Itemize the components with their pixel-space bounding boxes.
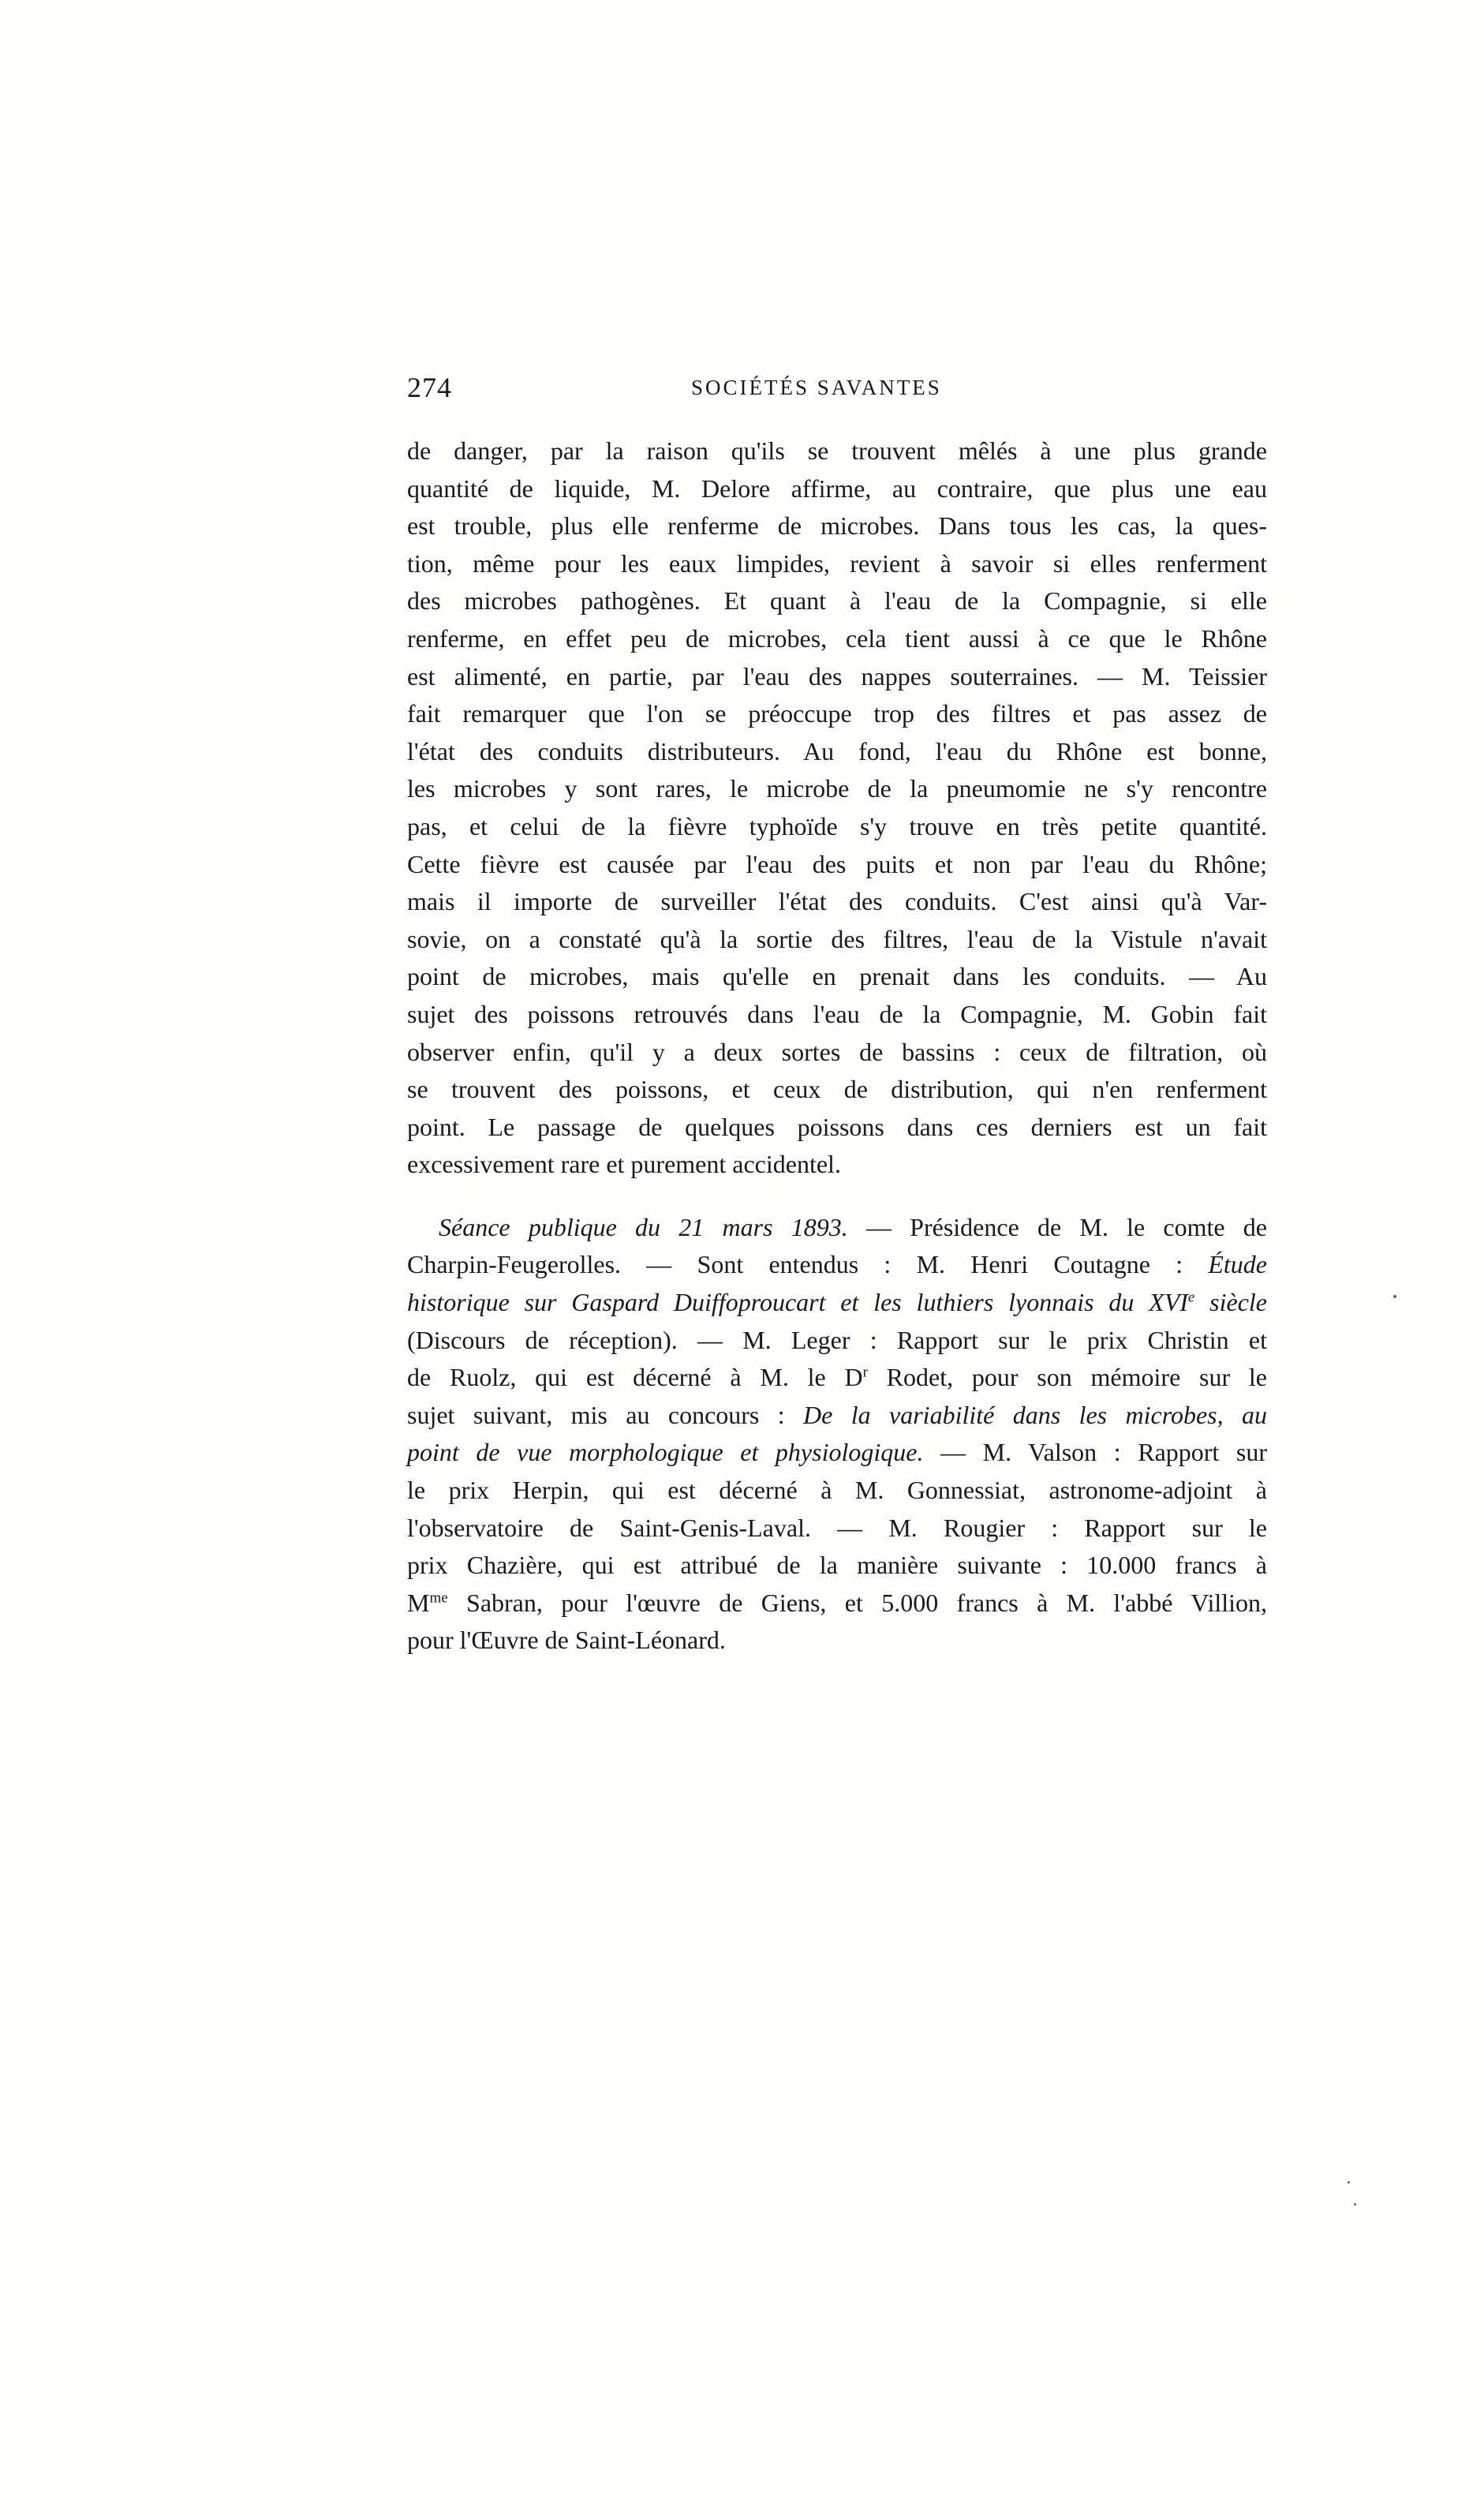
text-line: point de microbes, mais qu'elle en prenait dans les conduits. — Au: [407, 962, 1267, 991]
text-run: Charpin-Feugerolles. — Sont entendus : M. Henri Coutagne :: [407, 1250, 1209, 1279]
text-line: sujet des poissons retrouvés dans l'eau de la Compagnie, M. Gobin fait: [407, 999, 1267, 1028]
superscript: e: [1187, 1289, 1195, 1306]
paragraph-spacer: [407, 1184, 1267, 1209]
text-line: pas, et celui de la fièvre typhoïde s'y trouve en très petite quantité.: [407, 811, 1267, 840]
text-run: sujet suivant, mis au concours :: [407, 1400, 804, 1429]
text-line: [407, 1397, 1267, 1435]
italic-run: siècle: [1194, 1288, 1268, 1317]
text-line: [407, 1359, 1267, 1397]
italic-run: De la variabilité dans les microbes, au: [803, 1400, 1268, 1429]
paragraph-2: [407, 1209, 1267, 1660]
text-line: est alimenté, en partie, par l'eau des nappes souterraines. — M. Teissier: [407, 661, 1267, 691]
text-line: les microbes y sont rares, le microbe de la pneumomie ne s'y rencontre: [407, 774, 1267, 803]
text-line: point. Le passage de quelques poissons dans ces derniers est un fait: [407, 1112, 1267, 1141]
text-line: [407, 1434, 1267, 1472]
text-line: [407, 1585, 1267, 1622]
text-line: excessivement rare et purement accidentel.: [407, 1150, 841, 1179]
text-run: de Ruolz, qui est décerné à M. le D: [407, 1363, 863, 1392]
text-line: mais il importe de surveiller l'état des conduits. C'est ainsi qu'à Var-: [407, 887, 1267, 916]
text-line: [407, 1246, 1267, 1284]
paragraph-1: [407, 432, 1267, 1184]
text-line: quantité de liquide, M. Delore affirme, au contraire, que plus une eau: [407, 473, 1267, 503]
page-number: 274: [407, 372, 452, 403]
text-line: se trouvent des poissons, et ceux de distribution, qui n'en renferment: [407, 1075, 1267, 1104]
text-line: l'état des conduits distributeurs. Au fond, l'eau du Rhône est bonne,: [407, 736, 1267, 765]
session-date: Séance publique du 21 mars 1893.: [439, 1212, 848, 1241]
text-line: est trouble, plus elle renferme de microbes. Dans tous les cas, la ques-: [407, 511, 1267, 541]
text-line: [407, 1284, 1267, 1322]
text-line: sovie, on a constaté qu'à la sortie des filtres, l'eau de la Vistule n'avait: [407, 924, 1267, 953]
text-run: M: [407, 1588, 430, 1617]
text-run: — Présidence de M. le comte de: [847, 1212, 1268, 1241]
paper-speck: [1348, 2181, 1350, 2184]
text-run: Sabran, pour l'œuvre de Giens, et 5.000 francs à M. l'abbé Villion,: [447, 1588, 1267, 1617]
text-run: Rodet, pour son mémoire sur le: [867, 1363, 1268, 1392]
running-title: SOCIÉTÉS SAVANTES: [691, 376, 942, 399]
text-line: l'observatoire de Saint-Genis-Laval. — M. Rougier : Rapport sur le: [407, 1513, 1267, 1542]
text-line: (Discours de réception). — M. Leger : Rapport sur le prix Christin et: [407, 1325, 1267, 1354]
italic-run: Étude: [1208, 1250, 1267, 1279]
text-line: prix Chazière, qui est attribué de la manière suivante : 10.000 francs à: [407, 1551, 1267, 1580]
text-line: tion, même pour les eaux limpides, revient à savoir si elles renferment: [407, 548, 1267, 578]
paper-speck: [1354, 2203, 1356, 2206]
text-line: Cette fièvre est causée par l'eau des puits et non par l'eau du Rhône;: [407, 849, 1267, 878]
text-run: — M. Valson : Rapport sur: [923, 1438, 1267, 1467]
text-line: pour l'Œuvre de Saint-Léonard.: [407, 1626, 726, 1655]
superscript: me: [429, 1589, 448, 1607]
text-line: le prix Herpin, qui est décerné à M. Gonnessiat, astronome-adjoint à: [407, 1476, 1267, 1505]
text-line: [407, 1209, 1267, 1247]
text-line: de danger, par la raison qu'ils se trouvent mêlés à une plus grande: [407, 436, 1267, 465]
text-line: des microbes pathogènes. Et quant à l'eau de la Compagnie, si elle: [407, 586, 1267, 616]
running-head: [407, 371, 1267, 418]
text-line: fait remarquer que l'on se préoccupe trop des filtres et pas assez de: [407, 699, 1267, 728]
italic-run: point de vue morphologique et physiologique.: [407, 1438, 924, 1467]
paper-speck: [1393, 1295, 1396, 1298]
body-text: [407, 432, 1267, 1660]
italic-run: historique sur Gaspard Duiffoproucart et les luthiers lyonnais du XVI: [407, 1288, 1188, 1317]
superscript: r: [862, 1364, 868, 1381]
text-line: observer enfin, qu'il y a deux sortes de bassins : ceux de filtration, où: [407, 1037, 1267, 1066]
text-line: renferme, en effet peu de microbes, cela tient aussi à ce que le Rhône: [407, 623, 1267, 653]
